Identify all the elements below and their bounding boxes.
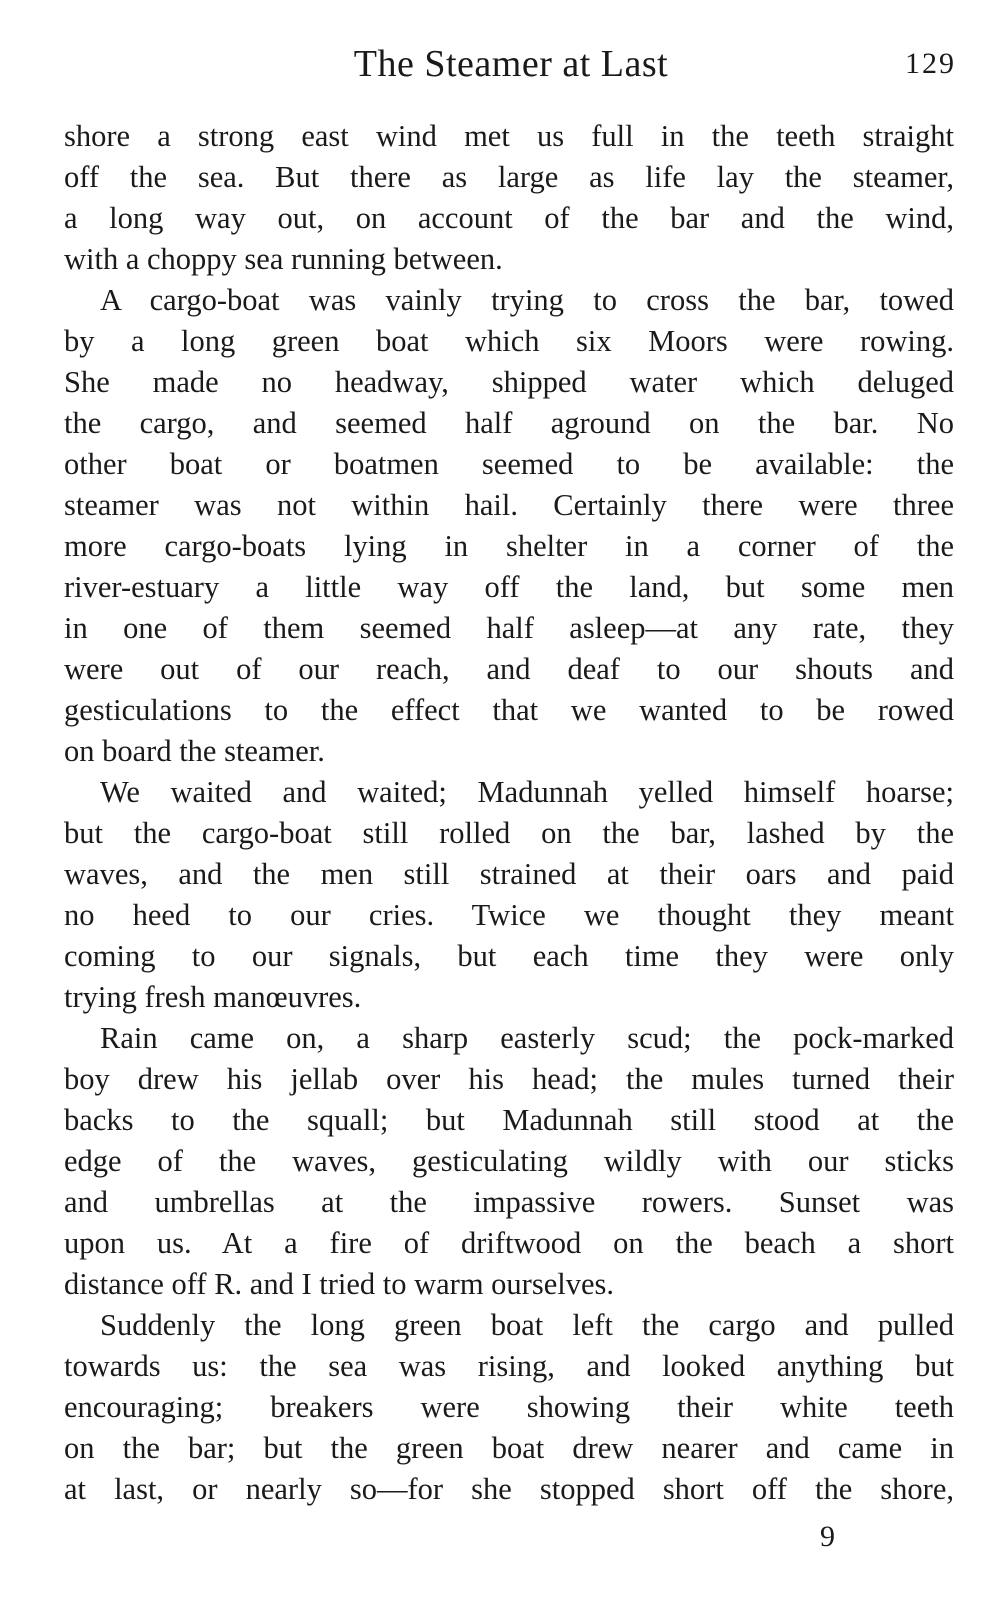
paragraph	[64, 772, 954, 1018]
text-line: off the sea. But there as large as life lay the steamer,	[64, 160, 954, 194]
text-line: upon us. At a fire of driftwood on the beach a short	[64, 1226, 954, 1260]
page-number: 129	[905, 47, 956, 80]
text-line: on board the steamer.	[64, 734, 325, 768]
text-line: steamer was not within hail. Certainly there were three	[64, 488, 954, 522]
text-line: no heed to our cries. Twice we thought they meant	[64, 898, 954, 932]
text-line: shore a strong east wind met us full in the teeth straight	[64, 119, 954, 153]
text-line: waves, and the men still strained at their oars and paid	[64, 857, 954, 891]
text-line: She made no headway, shipped water which deluged	[64, 365, 954, 399]
text-line: We waited and waited; Madunnah yelled himself hoarse;	[100, 775, 954, 809]
paragraph	[64, 280, 954, 772]
paragraph	[64, 116, 954, 280]
text-line: edge of the waves, gesticulating wildly with our sticks	[64, 1144, 954, 1178]
text-line: coming to our signals, but each time they were only	[64, 939, 954, 973]
text-line: with a choppy sea running between.	[64, 242, 503, 276]
text-line: towards us: the sea was rising, and looked anything but	[64, 1349, 954, 1383]
text-line: in one of them seemed half asleep—at any rate, they	[64, 611, 954, 645]
text-line: A cargo-boat was vainly trying to cross the bar, towed	[100, 283, 954, 317]
text-line: other boat or boatmen seemed to be available: the	[64, 447, 954, 481]
text-line: and umbrellas at the impassive rowers. Sunset was	[64, 1185, 954, 1219]
text-line: more cargo-boats lying in shelter in a corner of the	[64, 529, 954, 563]
text-line: Rain came on, a sharp easterly scud; the pock-marked	[100, 1021, 954, 1055]
text-line: boy drew his jellab over his head; the mules turned their	[64, 1062, 954, 1096]
text-line: Suddenly the long green boat left the cargo and pulled	[100, 1308, 954, 1342]
text-line: were out of our reach, and deaf to our shouts and	[64, 652, 954, 686]
text-line: the cargo, and seemed half aground on the bar. No	[64, 406, 954, 440]
body-text	[64, 116, 954, 1510]
text-line: backs to the squall; but Madunnah still stood at the	[64, 1103, 954, 1137]
running-header	[66, 36, 956, 92]
signature-mark: 9	[820, 1520, 835, 1553]
text-line: a long way out, on account of the bar and the wind,	[64, 201, 954, 235]
text-line: by a long green boat which six Moors were rowing.	[64, 324, 954, 358]
text-line: encouraging; breakers were showing their white teeth	[64, 1390, 954, 1424]
running-title: The Steamer at Last	[353, 43, 669, 85]
text-line: trying fresh manœuvres.	[64, 980, 362, 1014]
text-line: distance off R. and I tried to warm ourselves.	[64, 1267, 614, 1301]
paragraph	[64, 1305, 954, 1510]
paragraph	[64, 1018, 954, 1305]
text-line: at last, or nearly so—for she stopped short off the shore,	[64, 1472, 954, 1506]
text-line: on the bar; but the green boat drew nearer and came in	[64, 1431, 954, 1465]
text-line: gesticulations to the effect that we wanted to be rowed	[64, 693, 954, 727]
text-line: river-estuary a little way off the land, but some men	[64, 570, 954, 604]
text-line: but the cargo-boat still rolled on the bar, lashed by the	[64, 816, 954, 850]
